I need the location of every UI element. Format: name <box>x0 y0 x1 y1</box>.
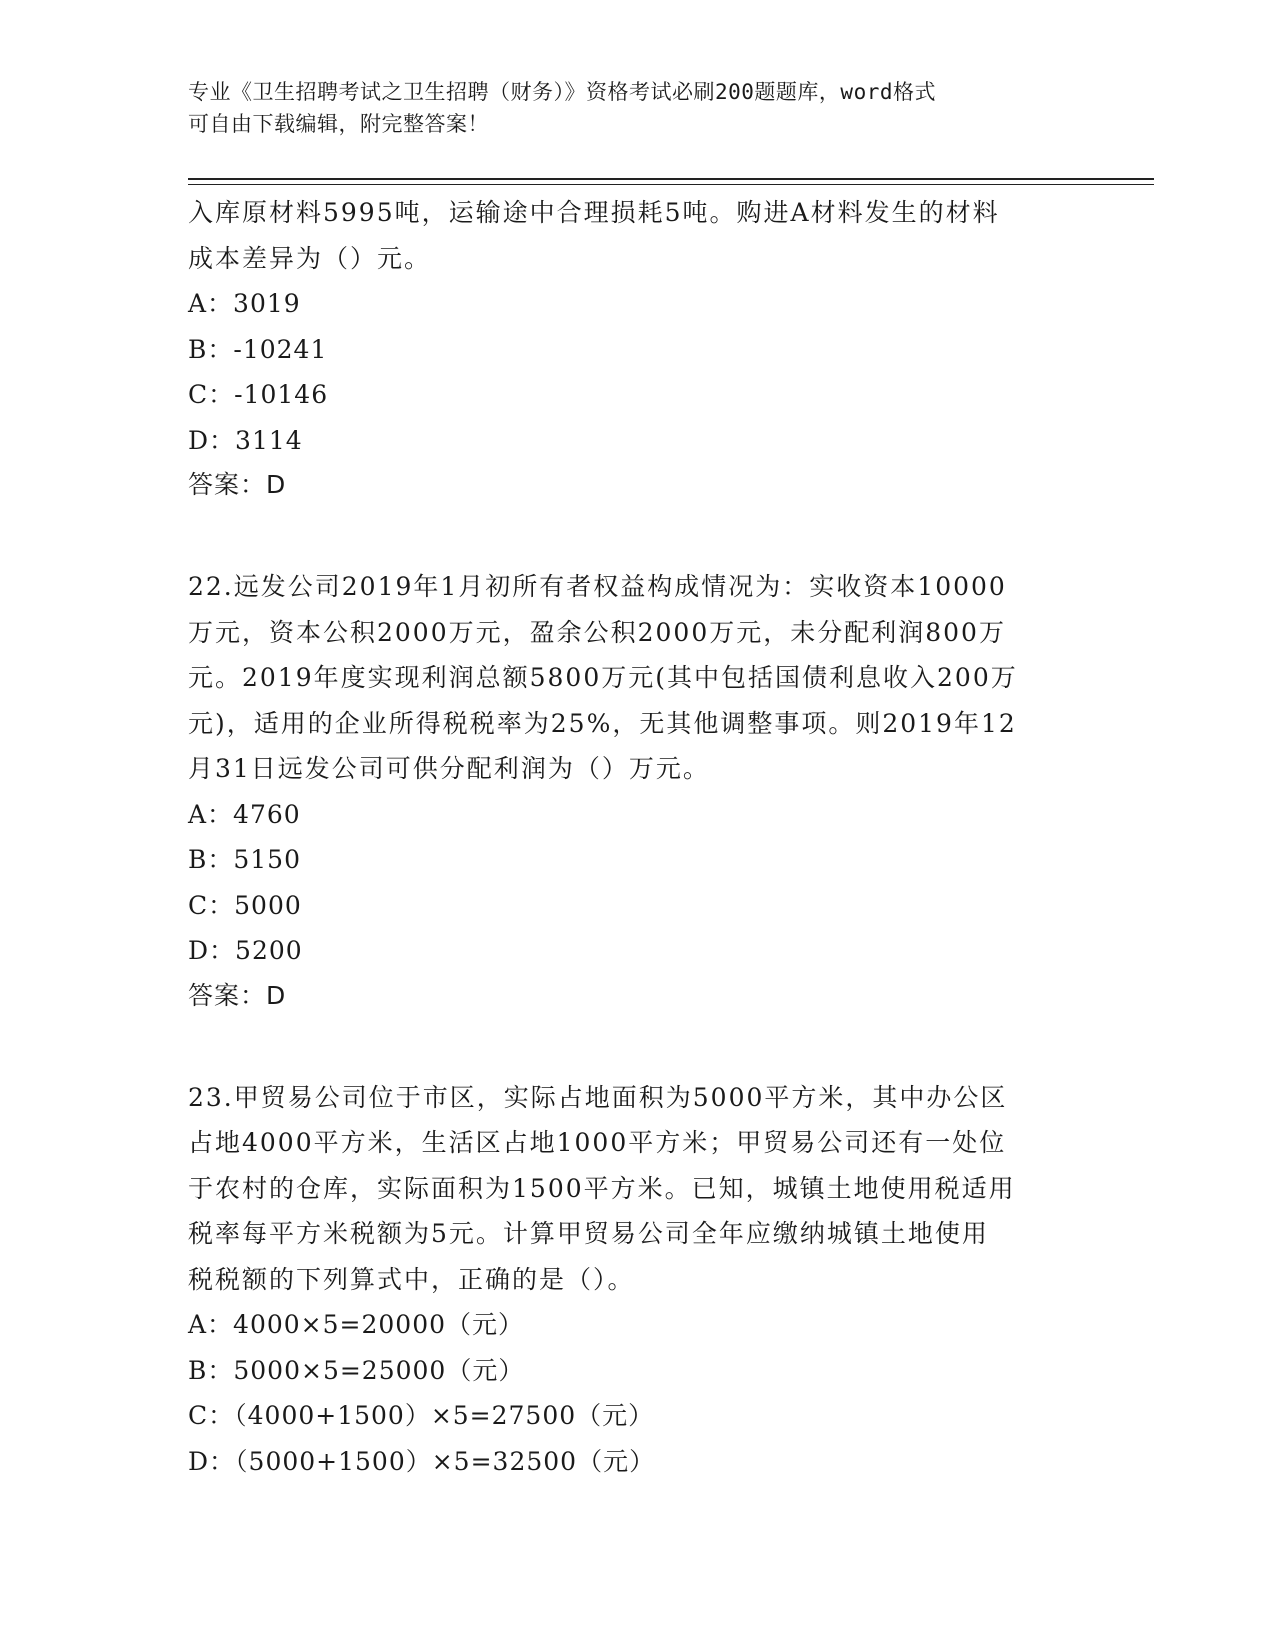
question-21-option-a: A：3019 <box>188 289 301 318</box>
question-21-answer: 答案：D <box>188 470 287 499</box>
question-23-option-d: D：（5000+1500）×5=32500（元） <box>188 1446 656 1476</box>
question-22-line-3: 元。2019年度实现利润总额5800万元(其中包括国债利息收入200万 <box>188 663 1018 692</box>
document-header <box>188 76 1068 140</box>
question-23-line-3: 于农村的仓库，实际面积为1500平方米。已知，城镇土地使用税适用 <box>188 1173 1016 1203</box>
question-21-option-d: D：3114 <box>188 425 303 455</box>
question-22-line-5: 月31日远发公司可供分配利润为（）万元。 <box>188 754 710 783</box>
question-21-line-1: 入库原材料5995吨，运输途中合理损耗5吨。购进A材料发生的材料 <box>188 198 1000 227</box>
question-spacer <box>188 507 1088 564</box>
header-title-line-2: 可自由下载编辑，附完整答案！ <box>188 112 489 136</box>
question-22-option-c: C：5000 <box>188 890 302 920</box>
header-divider-thick <box>188 178 1154 180</box>
document-body <box>188 190 1088 1484</box>
question-spacer <box>188 1018 1088 1075</box>
question-22-line-2: 万元，资本公积2000万元，盈余公积2000万元，未分配利润800万 <box>188 617 1006 647</box>
question-22-answer: 答案：D <box>188 980 287 1010</box>
header-title-line-1: 专业《卫生招聘考试之卫生招聘（财务）》资格考试必刷200题题库，word格式 <box>188 80 936 104</box>
question-23-line-1: 23.甲贸易公司位于市区，实际占地面积为5000平方米，其中办公区 <box>188 1082 1008 1112</box>
question-22-option-d: D：5200 <box>188 936 303 965</box>
question-21 <box>188 190 1088 507</box>
question-21-option-b: B：-10241 <box>188 334 328 364</box>
question-22-option-b: B：5150 <box>188 845 301 874</box>
question-23 <box>188 1075 1088 1485</box>
question-22-line-4: 元)，适用的企业所得税税率为25%，无其他调整事项。则2019年12 <box>188 708 1017 738</box>
question-23-option-a: A：4000×5=20000（元） <box>188 1310 525 1339</box>
header-divider-thin <box>188 184 1154 185</box>
question-22-option-a: A：4760 <box>188 799 301 829</box>
question-23-option-b: B：5000×5=25000（元） <box>188 1355 525 1385</box>
question-22-line-1: 22.远发公司2019年1月初所有者权益构成情况为：实收资本10000 <box>188 572 1007 601</box>
question-21-line-2: 成本差异为（）元。 <box>188 243 432 273</box>
question-23-option-c: C：（4000+1500）×5=27500（元） <box>188 1401 655 1430</box>
question-22 <box>188 564 1088 1018</box>
question-21-option-c: C：-10146 <box>188 380 329 409</box>
question-23-line-5: 税税额的下列算式中，正确的是（）。 <box>188 1264 635 1294</box>
question-23-line-4: 税率每平方米税额为5元。计算甲贸易公司全年应缴纳城镇土地使用 <box>188 1219 989 1248</box>
question-23-line-2: 占地4000平方米，生活区占地1000平方米；甲贸易公司还有一处位 <box>188 1128 1007 1157</box>
